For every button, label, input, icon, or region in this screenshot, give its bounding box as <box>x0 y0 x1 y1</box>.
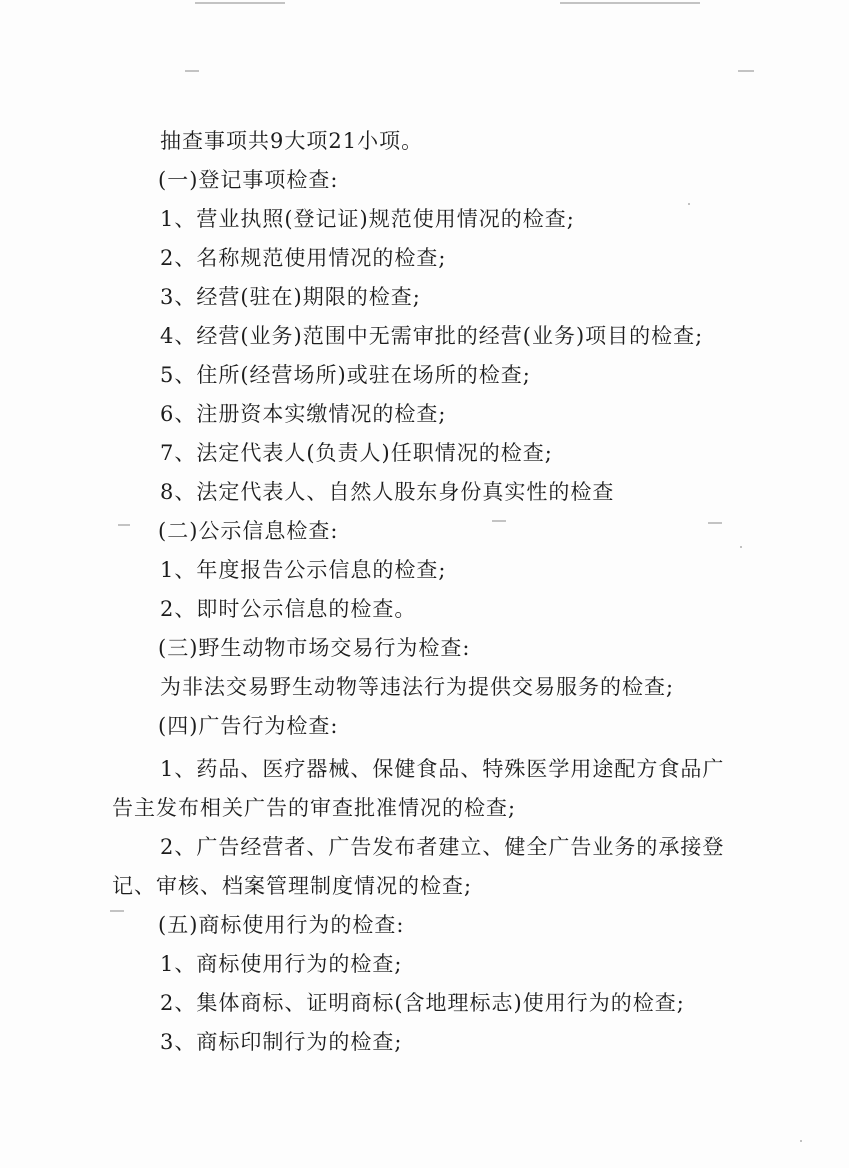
scan-artifact <box>560 2 700 4</box>
list-item: 1、营业执照(登记证)规范使用情况的检查; <box>160 207 575 231</box>
list-item: 1、年度报告公示信息的检查; <box>160 558 447 582</box>
scan-artifact <box>110 910 124 912</box>
list-item: 2、集体商标、证明商标(含地理标志)使用行为的检查; <box>160 991 685 1015</box>
scan-artifact <box>740 546 742 548</box>
list-item: 2、即时公示信息的检查。 <box>160 597 417 621</box>
scan-artifact <box>738 70 754 72</box>
section-heading-trademark: (五)商标使用行为的检查: <box>158 913 405 937</box>
scan-artifact <box>708 522 722 524</box>
list-item: 1、商标使用行为的检查; <box>160 952 403 976</box>
scan-artifact <box>185 70 199 72</box>
list-item: 3、商标印制行为的检查; <box>160 1030 403 1054</box>
intro-line: 抽查事项共9大项21小项。 <box>160 129 424 153</box>
list-item-continuation: 记、审核、档案管理制度情况的检查; <box>112 874 473 898</box>
list-item: 4、经营(业务)范围中无需审批的经营(业务)项目的检查; <box>160 324 704 348</box>
section-heading-public-info: (二)公示信息检查: <box>158 519 339 543</box>
list-item: 3、经营(驻在)期限的检查; <box>160 285 421 309</box>
list-item: 为非法交易野生动物等违法行为提供交易服务的检查; <box>160 675 675 699</box>
scan-artifact <box>492 520 506 522</box>
list-item: 8、法定代表人、自然人股东身份真实性的检查 <box>160 480 615 504</box>
list-item: 2、广告经营者、广告发布者建立、健全广告业务的承接登 <box>160 835 725 859</box>
scan-artifact <box>118 524 130 526</box>
list-item: 1、药品、医疗器械、保健食品、特殊医学用途配方食品广 <box>160 757 725 781</box>
scan-artifact <box>800 1140 802 1142</box>
list-item-continuation: 告主发布相关广告的审查批准情况的检查; <box>112 796 517 820</box>
scan-artifact <box>688 203 690 205</box>
list-item: 6、注册资本实缴情况的检查; <box>160 402 447 426</box>
list-item: 2、名称规范使用情况的检查; <box>160 246 447 270</box>
scan-artifact <box>195 2 285 4</box>
list-item: 7、法定代表人(负责人)任职情况的检查; <box>160 441 553 465</box>
section-heading-registration: (一)登记事项检查: <box>158 168 339 192</box>
list-item: 5、住所(经营场所)或驻在场所的检查; <box>160 363 531 387</box>
section-heading-advertising: (四)广告行为检查: <box>158 714 339 738</box>
section-heading-wildlife-market: (三)野生动物市场交易行为检查: <box>158 636 471 660</box>
